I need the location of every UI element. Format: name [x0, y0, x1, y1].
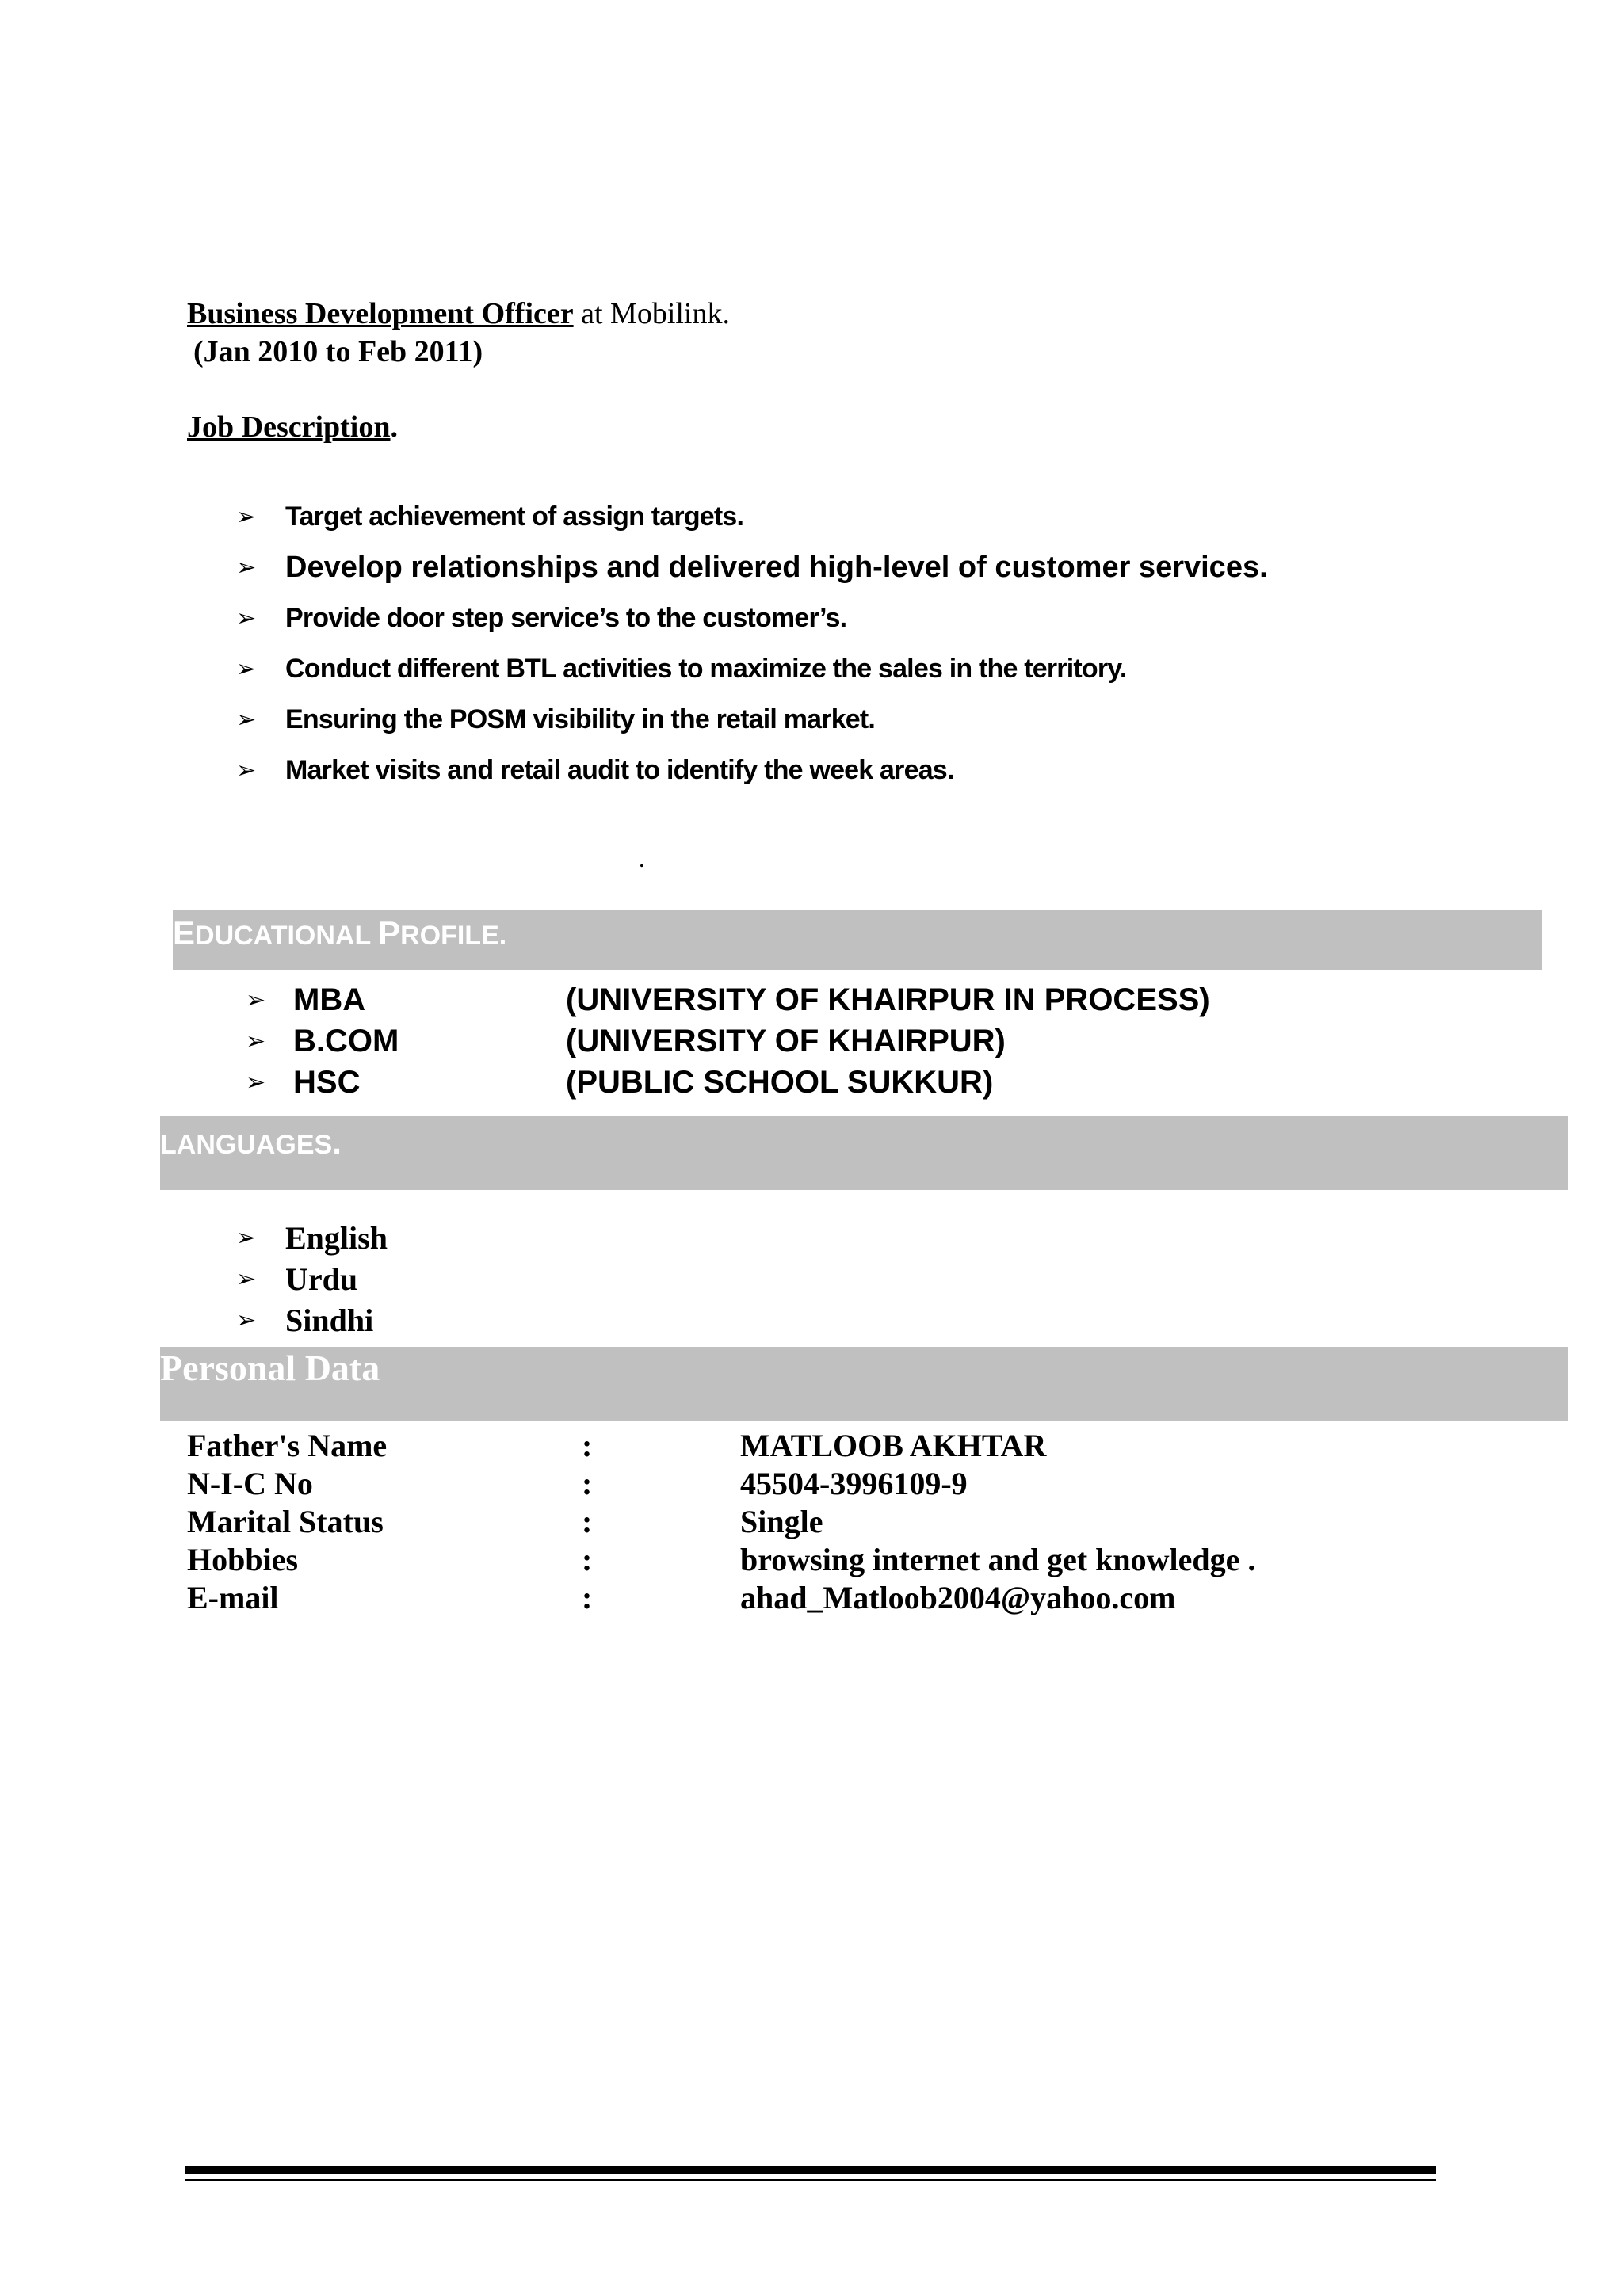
list-item — [236, 542, 1268, 593]
footer-rule-thin — [185, 2179, 1436, 2181]
job-description-period: . — [390, 410, 398, 444]
list-item — [236, 1258, 388, 1299]
duties-list — [236, 491, 1268, 795]
degree: B.COM — [293, 1023, 399, 1058]
education-heading: EDUCATIONAL PROFILE. — [173, 914, 507, 952]
duty-text: Develop relationships and delivered high-level of customer services. — [285, 550, 1268, 584]
duty-text: Target achievement of assign targets. — [285, 501, 744, 532]
language: English — [285, 1219, 388, 1256]
list-item — [236, 745, 1268, 795]
list-item — [236, 491, 1268, 542]
arrow-bullet-icon: ➢ — [246, 1068, 266, 1097]
table-row — [187, 1464, 1255, 1502]
field-separator: : — [582, 1541, 593, 1577]
duty-text: Provide door step service’s to the customer’s. — [285, 602, 847, 633]
education-list — [246, 979, 1210, 1103]
personal-heading: Personal Data — [160, 1348, 380, 1388]
job-title-line — [187, 296, 730, 331]
job-description-heading — [187, 410, 398, 444]
duty-text: Market visits and retail audit to identify the week areas. — [285, 754, 954, 785]
field-separator: : — [582, 1503, 593, 1539]
field-label: E-mail — [187, 1579, 279, 1615]
arrow-bullet-icon: ➢ — [236, 502, 257, 531]
institute: (UNIVERSITY OF KHAIRPUR IN PROCESS) — [566, 982, 1210, 1017]
arrow-bullet-icon: ➢ — [236, 705, 257, 734]
job-description-label: Job Description — [187, 410, 391, 444]
arrow-bullet-icon: ➢ — [236, 604, 257, 632]
table-row — [187, 1502, 1255, 1540]
field-label: Marital Status — [187, 1503, 384, 1539]
languages-heading-band — [160, 1116, 1568, 1190]
languages-heading: LANGUAGES. — [160, 1123, 342, 1161]
personal-data-table — [187, 1426, 1255, 1616]
field-label: Hobbies — [187, 1541, 299, 1577]
field-label: N-I-C No — [187, 1465, 313, 1501]
degree: MBA — [293, 982, 366, 1017]
languages-list — [236, 1217, 388, 1341]
list-item — [236, 643, 1268, 694]
field-separator: : — [582, 1579, 593, 1615]
language: Urdu — [285, 1261, 358, 1297]
list-item — [246, 1020, 1210, 1062]
arrow-bullet-icon: ➢ — [246, 1027, 266, 1055]
field-value: browsing internet and get knowledge . — [740, 1541, 1256, 1577]
arrow-bullet-icon: ➢ — [236, 654, 257, 683]
institute: (UNIVERSITY OF KHAIRPUR) — [566, 1023, 1006, 1058]
field-label: Father's Name — [187, 1427, 388, 1463]
list-item — [236, 694, 1268, 745]
field-value: Single — [740, 1503, 823, 1539]
arrow-bullet-icon: ➢ — [236, 1306, 257, 1334]
arrow-bullet-icon: ➢ — [246, 986, 266, 1014]
field-value: MATLOOB AKHTAR — [740, 1427, 1047, 1463]
job-company: at Mobilink. — [573, 297, 730, 330]
stray-dot: . — [639, 846, 645, 872]
job-role: Business Development Officer — [187, 297, 574, 330]
list-item — [246, 1062, 1210, 1103]
arrow-bullet-icon: ➢ — [236, 553, 257, 582]
degree: HSC — [293, 1064, 361, 1100]
arrow-bullet-icon: ➢ — [236, 1223, 257, 1252]
list-item — [236, 1299, 388, 1341]
table-row — [187, 1540, 1255, 1578]
arrow-bullet-icon: ➢ — [236, 756, 257, 784]
field-value: ahad_Matloob2004@yahoo.com — [740, 1579, 1176, 1615]
arrow-bullet-icon: ➢ — [236, 1264, 257, 1293]
footer-rule-thick — [185, 2166, 1436, 2174]
field-value: 45504-3996109-9 — [740, 1465, 968, 1501]
job-dates: (Jan 2010 to Feb 2011) — [193, 335, 483, 368]
duty-text: Conduct different BTL activities to maximize the sales in the territory. — [285, 653, 1127, 684]
table-row — [187, 1426, 1255, 1464]
list-item — [246, 979, 1210, 1020]
list-item — [236, 593, 1268, 643]
field-separator: : — [582, 1465, 593, 1501]
table-row — [187, 1578, 1255, 1616]
language: Sindhi — [285, 1302, 374, 1338]
institute: (PUBLIC SCHOOL SUKKUR) — [566, 1064, 994, 1100]
list-item — [236, 1217, 388, 1258]
duty-text: Ensuring the POSM visibility in the retail market. — [285, 704, 876, 734]
field-separator: : — [582, 1427, 593, 1463]
